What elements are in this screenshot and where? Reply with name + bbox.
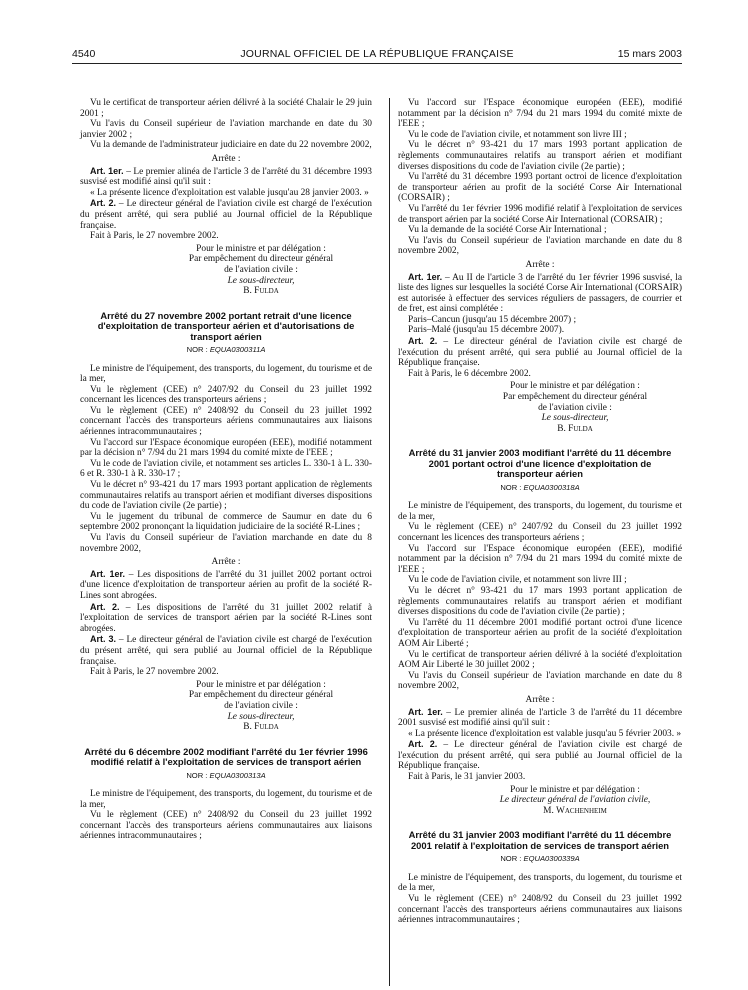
visa: Le ministre de l'équipement, des transports, du logement, du tourisme et de la mer, xyxy=(398,872,682,894)
visa: Vu l'avis du Conseil supérieur de l'aviation marchande en date du 8 novembre 2002, xyxy=(80,533,372,554)
nor-reference xyxy=(398,483,682,494)
visa: Vu l'accord sur l'Espace économique européen (EEE), modifié notamment par la décision n° 7/94 du 21 mars 1994 du comité mixte de l'EEE ; xyxy=(80,437,372,459)
nor-label: NOR : xyxy=(500,482,524,492)
visa: Vu l'accord sur l'Espace économique européen (EEE), modifié notamment par la décision n° 7/94 du 21 mars 1994 du comité mixte de l'EEE ; xyxy=(398,543,682,575)
article xyxy=(398,336,682,369)
article-label: Art. 1er. xyxy=(408,271,443,282)
signatory-name: B. Fulda xyxy=(243,286,279,297)
signature-role: Le sous-directeur, xyxy=(227,275,295,286)
right-column xyxy=(398,98,682,926)
visa: Vu le code de l'aviation civile, et notamment ses articles L. 330-1 à L. 330-6 et R. 330-1 à R. 330-17 ; xyxy=(80,458,372,480)
visa: Le ministre de l'équipement, des transports, du logement, du tourisme et de la mer, xyxy=(398,501,682,522)
nor-code: EQUA0300311A xyxy=(209,344,266,354)
journal-title: JOURNAL OFFICIEL DE LA RÉPUBLIQUE FRANÇAISE xyxy=(240,48,514,60)
arrete-title: Arrêté du 31 janvier 2003 modifiant l'arrêté du 11 décembre 2001 relatif à l'exploitation de services de transport aérien xyxy=(408,829,672,851)
page-number: 4540 xyxy=(72,48,96,60)
visa: Vu la demande de l'administrateur judiciaire en date du 22 novembre 2002, xyxy=(90,140,372,151)
route-item: Paris–Cancun (jusqu'au 15 décembre 2007) ; xyxy=(408,314,577,325)
visa: Vu le règlement (CEE) n° 2408/92 du Conseil du 23 juillet 1992 concernant l'accès des transporteurs aériens communautaires aux liaisons aériennes intracommunautaires ; xyxy=(80,810,372,842)
nor-reference xyxy=(398,854,682,865)
visa: Vu le décret n° 93-421 du 17 mars 1993 portant application de règlements communautaires relatifs au transport aérien et modifiant diverses dispositions du code de l'aviation civile (2e partie) ; xyxy=(398,585,682,618)
article xyxy=(398,272,682,315)
visa: Vu l'accord sur l'Espace économique européen (EEE), modifié notamment par la décision n° 7/94 du 21 mars 1994 du comité mixte de l'EEE ; xyxy=(398,98,682,130)
article xyxy=(80,634,372,667)
signature-line: de l'aviation civile : xyxy=(224,700,298,711)
article-text: – Le directeur général de l'aviation civile est chargé de l'exécution du présent arrêté, qui sera publié au Journal officiel de la République française. xyxy=(398,740,682,772)
visa: Vu le jugement du tribunal de commerce de Saumur en date du 6 septembre 2002 prononçant la liquidation judiciaire de la société R-Lines ; xyxy=(80,511,372,533)
signature-role: Le sous-directeur, xyxy=(541,413,609,424)
article-label: Art. 2. xyxy=(90,198,117,209)
fait-a-paris: Fait à Paris, le 31 janvier 2003. xyxy=(408,772,526,783)
arrete-title: Arrêté du 6 décembre 2002 modifiant l'arrêté du 1er février 1996 modifié relatif à l'exploitation de services de transport aérien xyxy=(84,745,368,768)
signature-line: Par empêchement du directeur général xyxy=(502,392,648,403)
arrete-label: Arrête : xyxy=(211,557,241,568)
signature-line: de l'aviation civile : xyxy=(538,402,612,413)
article-text: – Le directeur général de l'aviation civile est chargé de l'exécution du présent arrêté, qui sera publié au Journal officiel de la République française. xyxy=(398,337,682,369)
fait-a-paris: Fait à Paris, le 27 novembre 2002. xyxy=(90,231,219,242)
article-label: Art. 2. xyxy=(90,601,120,612)
quote: « La présente licence d'exploitation est valable jusqu'au 5 février 2003. » xyxy=(408,728,682,739)
article-text: – Au II de l'article 3 de l'arrêté du 1er février 1996 susvisé, la liste des lignes sur lesquelles la société Corse Air International (CORSAIR) est autorisée à effectuer des services réguliers de passagers, de courrier et de fret, est ainsi complétée : xyxy=(398,272,682,315)
visa: Vu le règlement (CEE) n° 2407/92 du Conseil du 23 juillet 1992 concernant les licences des transporteurs aériens ; xyxy=(80,384,372,406)
article-text: – Les dispositions de l'arrêté du 31 juillet 2002 portant octroi d'une licence d'exploitation de transporteur aérien au profit de la société R-Lines sont abrogées. xyxy=(80,569,372,601)
arrete-label: Arrête : xyxy=(525,259,555,270)
article-label: Art. 2. xyxy=(408,336,438,347)
fait-a-paris: Fait à Paris, le 27 novembre 2002. xyxy=(90,667,219,678)
arrete-title: Arrêté du 31 janvier 2003 modifiant l'arrêté du 11 décembre 2001 portant octroi d'une licence d'exploitation de transporteur aérien xyxy=(408,447,672,480)
article-text: – Le premier alinéa de l'article 3 de l'arrêté du 31 décembre 1993 susvisé est modifié ainsi qu'il suit : xyxy=(80,166,372,188)
article xyxy=(398,739,682,772)
article xyxy=(80,602,372,635)
article xyxy=(398,707,682,729)
quote: « La présente licence d'exploitation est valable jusqu'au 28 janvier 2003. » xyxy=(90,187,369,198)
signature-line: Par empêchement du directeur général xyxy=(188,254,334,265)
nor-label: NOR : xyxy=(186,770,210,780)
header-rule xyxy=(72,63,682,64)
signatory-name: M. Wachenheim xyxy=(543,805,607,816)
article xyxy=(80,569,372,602)
visa: Vu l'avis du Conseil supérieur de l'aviation marchande en date du 30 janvier 2002 ; xyxy=(80,119,372,140)
visa: Vu le code de l'aviation civile, et notamment son livre III ; xyxy=(408,575,627,586)
visa: Vu le règlement (CEE) n° 2407/92 du Conseil du 23 juillet 1992 concernant les licences des transporteurs aériens ; xyxy=(398,522,682,543)
nor-code: EQUA0300313A xyxy=(209,770,266,780)
signature-line: Pour le ministre et par délégation : xyxy=(196,679,326,690)
visa: Vu l'avis du Conseil supérieur de l'aviation marchande en date du 8 novembre 2002, xyxy=(398,235,682,257)
nor-label: NOR : xyxy=(186,344,210,354)
article-label: Art. 3. xyxy=(90,634,117,645)
column-divider xyxy=(389,98,390,986)
visa: Vu le décret n° 93-421 du 17 mars 1993 portant application de règlements communautaires relatifs au transport aérien et modifiant diverses dispositions du code de l'aviation civile (2e partie) ; xyxy=(398,140,682,172)
arrete-label: Arrête : xyxy=(211,153,241,164)
visa: Vu le règlement (CEE) n° 2408/92 du Conseil du 23 juillet 1992 concernant l'accès des transporteurs aériens communautaires aux liaisons aériennes intracommunautaires ; xyxy=(398,894,682,926)
article-text: – Le directeur général de l'aviation civile est chargé de l'exécution du présent arrêté, qui sera publié au Journal officiel de la République française. xyxy=(80,635,372,667)
nor-reference xyxy=(80,771,372,782)
signature-block xyxy=(468,785,682,817)
signature-role: Le directeur général de l'aviation civile, xyxy=(499,795,651,806)
visa: Vu le décret n° 93-421 du 17 mars 1993 portant application de règlements communautaires relatifs au transport aérien et modifiant diverses dispositions du code de l'aviation civile (2e partie) ; xyxy=(80,480,372,512)
article-text: – Le directeur général de l'aviation civile est chargé de l'exécution du présent arrêté, qui sera publié au Journal officiel de la République française. xyxy=(80,199,372,231)
article-label: Art. 1er. xyxy=(408,706,443,717)
visa: Vu l'avis du Conseil supérieur de l'aviation marchande en date du 8 novembre 2002, xyxy=(398,670,682,692)
visa: Vu le certificat de transporteur aérien délivré à la société Chalair le 29 juin 2001 ; xyxy=(80,98,372,119)
visa: Le ministre de l'équipement, des transports, du logement, du tourisme et de la mer, xyxy=(80,363,372,385)
nor-label: NOR : xyxy=(500,854,524,864)
fait-a-paris: Fait à Paris, le 6 décembre 2002. xyxy=(408,368,531,379)
signature-line: Pour le ministre et par délégation : xyxy=(510,381,640,392)
visa: Vu l'arrêté du 1er février 1996 modifié relatif à l'exploitation de services de transport aérien par la société Corse Air International (CORSAIR) ; xyxy=(398,203,682,225)
signature-block xyxy=(150,244,372,297)
arrete-title: Arrêté du 27 novembre 2002 portant retrait d'une licence d'exploitation de transporteur aérien et d'autorisations de transport aérien xyxy=(97,309,355,342)
article xyxy=(80,166,372,188)
route-item: Paris–Malé (jusqu'au 15 décembre 2007). xyxy=(408,325,565,336)
visa: Vu le code de l'aviation civile, et notamment son livre III ; xyxy=(408,129,627,140)
visa: Vu le certificat de transporteur aérien délivré à la société d'exploitation AOM Air Liberté le 30 juillet 2002 ; xyxy=(398,649,682,671)
signature-block xyxy=(150,680,372,733)
visa: Vu l'arrêté du 11 décembre 2001 modifié portant octroi d'une licence d'exploitation de transporteur aérien au profit de la société d'exploitation AOM Air Liberté ; xyxy=(398,617,682,649)
arrete-label: Arrête : xyxy=(525,694,555,705)
article-text: – Le premier alinéa de l'article 3 de l'arrêté du 11 décembre 2001 susvisé est modifié ainsi qu'il suit : xyxy=(398,707,682,729)
signatory-name: B. Fulda xyxy=(557,423,593,434)
nor-code: EQUA0300339A xyxy=(523,854,580,864)
visa: Vu la demande de la société Corse Air International ; xyxy=(408,225,607,236)
article-label: Art. 1er. xyxy=(90,568,125,579)
article-label: Art. 1er. xyxy=(90,165,124,176)
visa: Vu l'arrêté du 31 décembre 1993 portant octroi de licence d'exploitation de transporteur aérien au profit de la société Corse Air International (CORSAIR) ; xyxy=(398,172,682,204)
signature-line: Pour le ministre et par délégation : xyxy=(510,784,640,795)
signatory-name: B. Fulda xyxy=(243,722,279,733)
issue-date: 15 mars 2003 xyxy=(617,48,682,60)
signature-block xyxy=(468,381,682,434)
visa: Vu le règlement (CEE) n° 2408/92 du Conseil du 23 juillet 1992 concernant l'accès des transporteurs aériens communautaires aux liaisons aériennes intracommunautaires ; xyxy=(80,405,372,438)
signature-role: Le sous-directeur, xyxy=(227,711,295,722)
page-header xyxy=(72,48,682,64)
signature-line: Par empêchement du directeur général xyxy=(188,690,334,701)
nor-code: EQUA0300318A xyxy=(523,482,580,492)
signature-line: Pour le ministre et par délégation : xyxy=(196,243,326,254)
article-label: Art. 2. xyxy=(408,739,438,750)
article xyxy=(80,198,372,231)
article-text: – Les dispositions de l'arrêté du 31 juillet 2002 relatif à l'exploitation de services de transport aérien par la société R-Lines sont abrogées. xyxy=(80,602,372,634)
signature-line: de l'aviation civile : xyxy=(224,264,298,275)
visa: Le ministre de l'équipement, des transports, du logement, du tourisme et de la mer, xyxy=(80,789,372,810)
nor-reference xyxy=(80,345,372,356)
left-column xyxy=(80,98,372,842)
